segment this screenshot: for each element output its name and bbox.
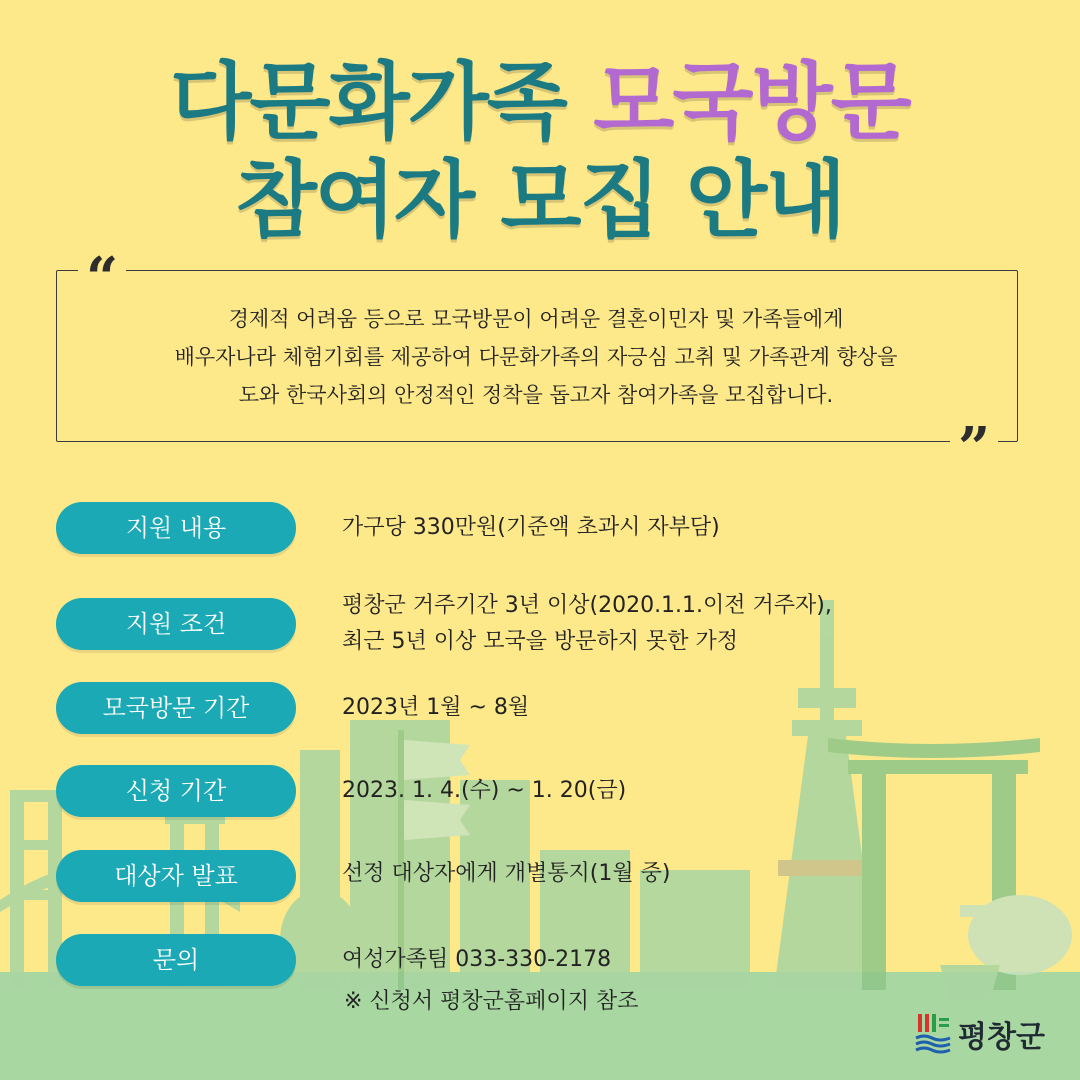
page-title-line1	[0, 52, 1080, 152]
label-visit-period: 모국방문 기간	[56, 682, 296, 734]
title-accent: 모국방문	[593, 53, 910, 151]
value-support-conditions-2: 최근 5년 이상 모국을 방문하지 못한 가정	[342, 629, 738, 654]
intro-text-line: 배우자나라 체험기회를 제공하여 다문화가족의 자긍심 고취 및 가족관계 향상을	[174, 345, 898, 369]
open-quote-icon: “	[78, 258, 126, 298]
value-announcement: 선정 대상자에게 개별통지(1월 중)	[342, 861, 671, 886]
label-application-period: 신청 기간	[56, 765, 296, 817]
pyeongchang-logo	[914, 1010, 1064, 1054]
intro-text-line: 도와 한국사회의 안정적인 정착을 돕고자 참여가족을 모집합니다.	[238, 383, 834, 407]
value-support-content: 가구당 330만원(기준액 초과시 자부담)	[342, 515, 720, 540]
close-quote-icon: ”	[950, 428, 998, 468]
value-support-conditions-1: 평창군 거주기간 3년 이상(2020.1.1.이전 거주자),	[342, 593, 832, 618]
value-inquiry: 여성가족팀 033-330-2178	[342, 947, 612, 972]
logo-text: 평창군	[958, 1020, 1045, 1055]
label-announcement: 대상자 발표	[56, 850, 296, 902]
label-support-conditions: 지원 조건	[56, 598, 296, 650]
intro-text	[56, 300, 1016, 414]
label-support-content: 지원 내용	[56, 502, 296, 554]
pyeongchang-emblem-icon	[914, 1010, 954, 1054]
page-title-line2: 참여자 모집 안내	[235, 151, 845, 249]
label-inquiry: 문의	[56, 934, 296, 986]
value-application-period: 2023. 1. 4.(수) ~ 1. 20(금)	[342, 778, 627, 803]
value-visit-period: 2023년 1월 ~ 8월	[342, 695, 530, 720]
title-main: 다문화가족	[170, 53, 594, 151]
application-note: ※ 신청서 평창군홈페이지 참조	[344, 989, 639, 1014]
intro-text-line: 경제적 어려움 등으로 모국방문이 어려운 결혼이민자 및 가족들에게	[228, 307, 844, 331]
